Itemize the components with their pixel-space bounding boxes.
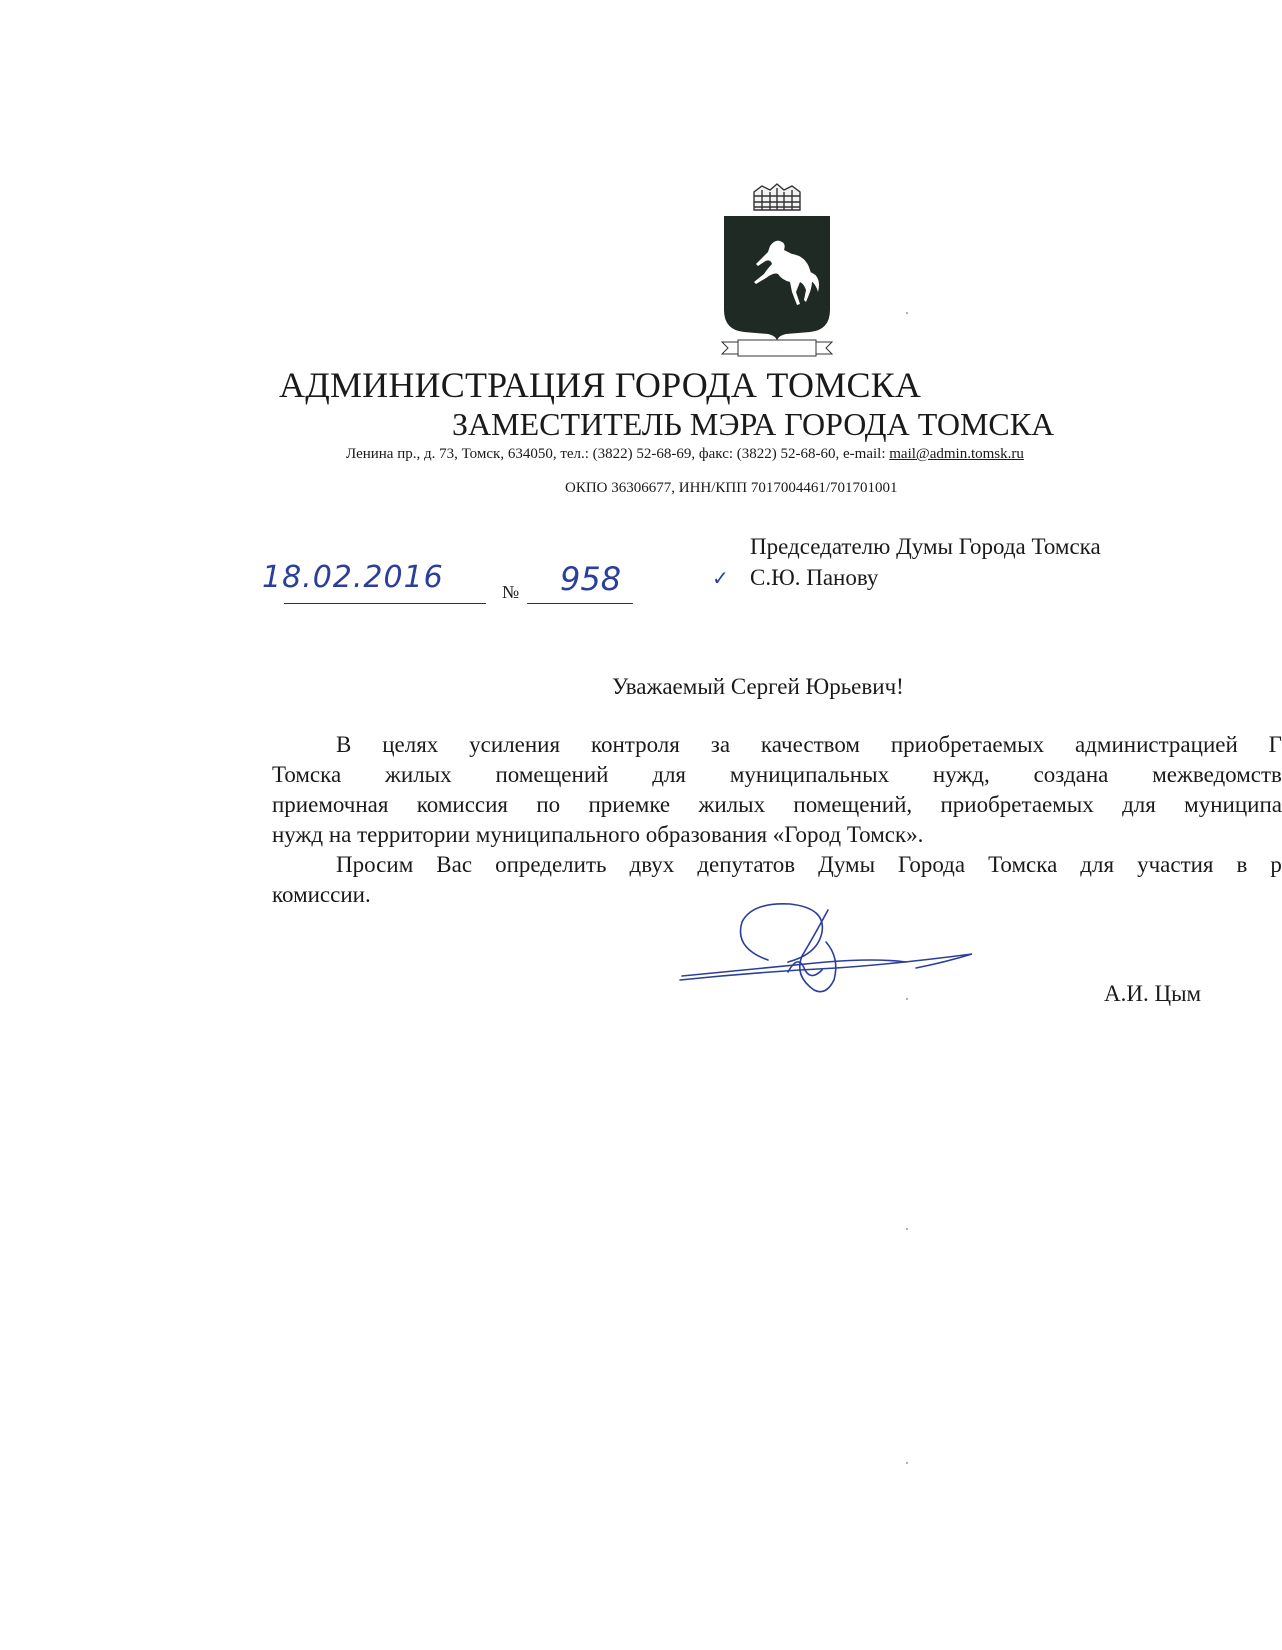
salutation: Уважаемый Сергей Юрьевич!	[612, 674, 904, 699]
organization-subtitle: ЗАМЕСТИТЕЛЬ МЭРА ГОРОДА ТОМСКА	[452, 406, 1055, 442]
body-word: В	[336, 732, 352, 757]
scan-speck	[906, 312, 908, 314]
signer-name: А.И. Цым	[1104, 981, 1202, 1006]
handwritten-signature	[676, 896, 976, 996]
body-word: для	[1080, 852, 1115, 877]
body-word: жилых	[385, 762, 452, 787]
body-word: р	[1270, 852, 1282, 877]
body-word: Просим	[336, 852, 414, 877]
body-word: межведомств	[1152, 762, 1282, 787]
body-word: муниципальных	[729, 762, 890, 787]
body-word: Города	[898, 852, 966, 877]
addressee-name: С.Ю. Панову	[750, 565, 879, 590]
tomsk-coat-of-arms-icon	[720, 180, 834, 370]
body-word: приобретаемых	[940, 792, 1094, 817]
organization-title: АДМИНИСТРАЦИЯ ГОРОДА ТОМСКА	[279, 365, 922, 405]
body-word: помещений	[495, 762, 609, 787]
body-word: в	[1236, 852, 1248, 877]
address-text: Ленина пр., д. 73, Томск, 634050, тел.: (3822) 52-68-69, факс: (3822) 52-68-60, e-mail:	[346, 446, 890, 462]
body-word: участия	[1137, 852, 1214, 877]
body-line	[336, 732, 1282, 758]
body-word: двух	[629, 852, 675, 877]
body-word: приемке	[588, 792, 671, 817]
body-word: усиления	[469, 732, 561, 757]
date-underline	[284, 603, 486, 604]
body-word: для	[1122, 792, 1156, 817]
body-word: определить	[495, 852, 607, 877]
handwritten-number: 958	[560, 560, 622, 598]
body-word: нужд,	[932, 762, 990, 787]
body-line	[272, 762, 1282, 788]
body-word: Томска	[988, 852, 1058, 877]
body-word: приобретаемых	[890, 732, 1045, 757]
body-word: Г	[1268, 732, 1282, 757]
scan-speck	[906, 998, 908, 1000]
crown-icon	[754, 184, 800, 210]
body-word: целях	[382, 732, 439, 757]
body-line: комиссии.	[272, 882, 371, 907]
contact-line	[346, 446, 1024, 463]
email-link[interactable]: mail@admin.tomsk.ru	[889, 446, 1024, 462]
body-word: Думы	[818, 852, 876, 877]
body-word: за	[710, 732, 731, 757]
registration-codes: ОКПО 36306677, ИНН/КПП 7017004461/701701001	[565, 480, 898, 496]
addressee-position: Председателю Думы Города Томска	[750, 534, 1101, 559]
body-word: жилых	[698, 792, 766, 817]
body-word: Томска	[272, 762, 342, 787]
body-word: комиссия	[416, 792, 509, 817]
body-word: создана	[1033, 762, 1109, 787]
body-word: для	[652, 762, 687, 787]
body-word: администрацией	[1075, 732, 1238, 757]
body-word: депутатов	[697, 852, 796, 877]
body-word: муниципа	[1184, 792, 1282, 817]
body-word: Вас	[436, 852, 473, 877]
body-word: по	[536, 792, 561, 817]
body-line	[336, 852, 1282, 878]
body-word: приемочная	[272, 792, 389, 817]
body-line	[272, 792, 1282, 818]
scan-speck	[906, 1462, 908, 1464]
scan-speck	[906, 1228, 908, 1230]
body-word: помещений,	[793, 792, 913, 817]
motto-ribbon	[722, 340, 832, 356]
body-word: контроля	[590, 732, 680, 757]
body-word: качеством	[760, 732, 860, 757]
body-line: нужд на территории муниципального образования «Город Томск».	[272, 822, 924, 847]
check-mark-icon: ✓	[712, 566, 729, 590]
number-sign: №	[502, 582, 520, 602]
handwritten-date: 18.02.2016	[262, 560, 444, 595]
number-underline	[527, 603, 633, 604]
